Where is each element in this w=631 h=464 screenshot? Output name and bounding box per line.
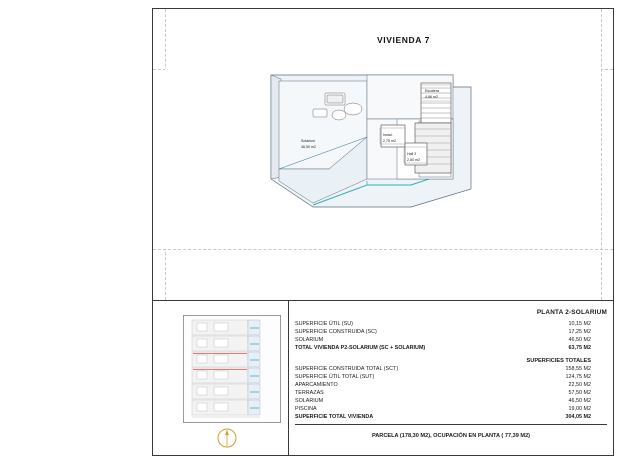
schedule-divider [295,424,607,425]
row-value: 304,05 M2 [565,413,591,420]
row-label: TERRAZAS [295,389,324,396]
totals-heading: SUPERFICIES TOTALES [526,357,591,364]
room-area-escalera: 4,86 m2 [425,95,438,99]
room-label-escalera: Escalera [425,89,439,93]
row-label: TOTAL VIVIENDA P2-SOLARIUM (SC + SOLARIUM) [295,345,426,351]
floor-plan-drawing [153,9,613,301]
room-area-hall3: 2,80 m2 [407,158,420,162]
row-label: SUPERFICIE ÚTIL (SU) [295,321,353,328]
row-label: PISCINA [295,405,317,412]
room-area-instal: 2,75 m2 [383,139,396,143]
table-row [295,406,607,414]
plan-area [153,9,613,301]
row-value: 17,25 M2 [568,329,591,336]
table-row [295,337,607,345]
room-label-instal: Instal. [383,133,393,137]
table-row [295,366,607,374]
table-row [295,382,607,390]
row-value: 46,50 M2 [568,337,591,344]
row-value: 57,50 M2 [568,389,591,396]
row-value: 124,75 M2 [565,373,591,380]
schedule-title: PLANTA 2-SOLARIUM [536,309,607,316]
area-schedule [295,309,607,439]
parcel-note: PARCELA (178,30 M2), OCUPACIÓN EN PLANTA ( 77,39 M2) [371,433,531,440]
page-title: VIVIENDA 7 [377,35,430,45]
table-row [295,398,607,406]
row-label: SUPERFICIE CONSTRUIDA (SC) [295,329,377,336]
row-value: 19,00 M2 [568,405,591,412]
row-value: 10,15 M2 [568,321,591,328]
table-row-total [295,345,607,353]
info-area [153,301,613,456]
table-row [295,329,607,337]
row-label: APARCAMIENTO [295,381,338,388]
row-label: SUPERFICIE TOTAL VIVIENDA [295,413,374,420]
totals-table [295,366,607,422]
row-value: 46,50 M2 [568,397,591,404]
room-label-hall3: Hall 3 [407,152,417,156]
solarium-area [279,81,367,203]
planta2-table [295,321,607,353]
row-value: 158,55 M2 [565,365,591,372]
sheet-frame [152,8,614,456]
room-label-solarium: Solarium [301,139,316,143]
row-label: SUPERFICIE ÚTIL TOTAL (SUT) [295,373,375,380]
row-label: SOLARIUM [295,397,324,404]
row-label: SOLARIUM [295,337,324,344]
key-plan-thumbnail [183,315,281,423]
table-row [295,390,607,398]
north-arrow-icon [216,427,238,449]
row-value: 22,50 M2 [568,381,591,388]
room-area-solarium: 46,50 m2 [301,145,316,149]
table-row [295,321,607,329]
row-label: SUPERFICIE CONSTRUIDA TOTAL (SCT) [295,365,399,372]
table-row-total [295,414,607,422]
info-divider [288,301,289,456]
row-value: 63,75 M2 [568,345,591,351]
table-row [295,374,607,382]
